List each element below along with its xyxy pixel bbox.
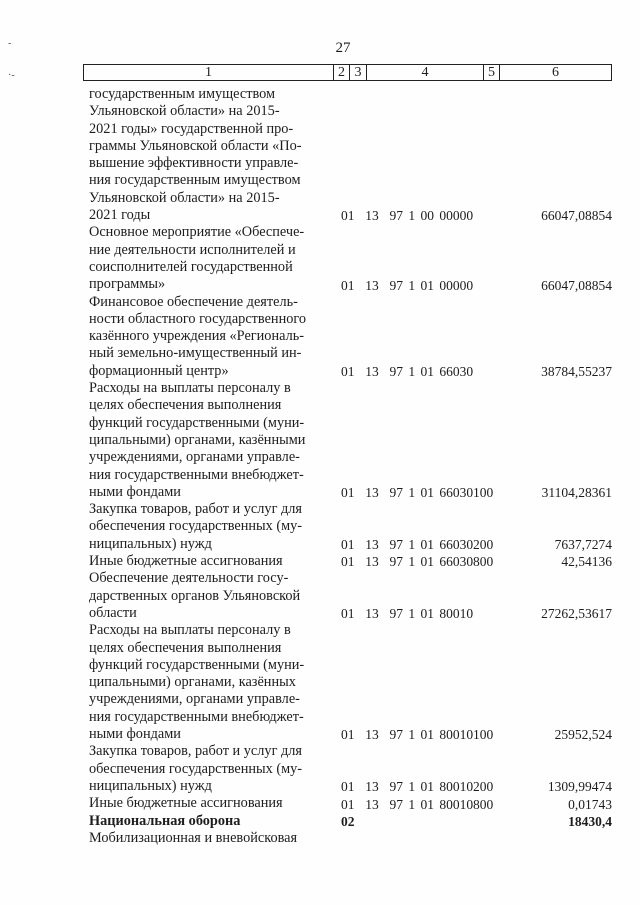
description-line: дарственных органов Ульяновской	[89, 587, 301, 604]
table-row	[0, 830, 640, 847]
description-line: Национальная оборона	[89, 812, 241, 829]
description-line: 2021 годы	[89, 207, 151, 224]
page-number: 27	[335, 40, 351, 56]
amount: 1309,99474	[547, 779, 612, 795]
row-description	[89, 553, 331, 570]
description-line: Закупка товаров, работ и услуг для	[89, 501, 302, 518]
row-description	[89, 622, 331, 743]
table-row	[0, 795, 640, 812]
row-description	[89, 570, 331, 622]
description-line: государственным имуществом	[89, 86, 276, 102]
classification-code: 01 13 97 1 01 80010	[341, 796, 474, 812]
description-line: функций государственными (муни-	[89, 414, 305, 431]
table-row	[0, 86, 640, 224]
table-row	[0, 570, 640, 622]
table-row	[0, 501, 640, 553]
column-header-row	[83, 64, 612, 81]
row-description	[89, 830, 331, 847]
amount: 66047,08854	[541, 208, 612, 224]
amount: 42,54136	[561, 554, 612, 570]
expense-type-code: 200	[473, 537, 494, 553]
description-line: соисполнителей государственной	[89, 258, 293, 275]
description-line: ными фондами	[89, 483, 181, 500]
amount: 7637,7274	[554, 537, 612, 553]
classification-code: 01 13 97 1 01 80010	[341, 779, 474, 795]
description-line: учреждениями, органами управле-	[89, 691, 300, 708]
column-header-5: 5	[483, 65, 499, 80]
description-line: ниципальных) нужд	[89, 777, 212, 794]
column-header-4: 4	[366, 65, 483, 80]
classification-code: 01 13 97 1 00 00000	[341, 208, 474, 224]
classification-code: 01 13 97 1 01 66030	[341, 537, 474, 553]
description-line: Основное мероприятие «Обеспече-	[89, 224, 305, 241]
description-line: целях обеспечения выполнения	[89, 639, 282, 656]
description-line: граммы Ульяновской области «По-	[89, 137, 302, 154]
expense-type-code: 100	[473, 727, 494, 743]
classification-code: 01 13 97 1 01 00000	[341, 277, 474, 293]
table-row	[0, 743, 640, 795]
amount: 18430,4	[568, 813, 612, 829]
row-description	[89, 294, 331, 380]
column-header-1: 1	[205, 65, 212, 80]
description-line: ципальными) органами, казённых	[89, 674, 296, 691]
description-line: Мобилизационная и вневойсковая	[89, 829, 298, 846]
description-line: учреждениями, органами управле-	[89, 449, 300, 466]
row-description	[89, 501, 331, 553]
description-line: Обеспечение деятельности госу-	[89, 570, 289, 587]
amount: 27262,53617	[541, 606, 612, 622]
expense-type-code: 200	[473, 779, 494, 795]
description-line: ния государственным имуществом	[89, 172, 301, 189]
row-description	[89, 380, 331, 501]
row-description	[89, 795, 331, 812]
classification-code: 01 13 97 1 01 66030	[341, 364, 474, 380]
amount: 38784,55237	[541, 364, 612, 380]
amount: 0,01743	[568, 796, 612, 812]
expense-type-code: 100	[473, 485, 494, 501]
column-header-2: 2	[333, 65, 349, 80]
table-row	[0, 294, 640, 381]
description-line: Ульяновской области» на 2015-	[89, 103, 280, 120]
description-line: Ульяновской области» на 2015-	[89, 189, 280, 206]
description-line: области	[89, 604, 137, 621]
description-line: Расходы на выплаты персоналу в	[89, 380, 291, 397]
description-line: обеспечения государственных (му-	[89, 518, 303, 535]
amount: 25952,524	[554, 727, 612, 743]
description-line: формационный центр»	[89, 362, 229, 379]
description-line: целях обеспечения выполнения	[89, 397, 282, 414]
description-line: Иные бюджетные ассигнования	[89, 553, 283, 570]
expense-type-code: 800	[473, 796, 494, 812]
description-line: ный земельно-имущественный ин-	[89, 345, 302, 362]
classification-code: 01 13 97 1 01 80010	[341, 606, 474, 622]
scan-mark: ·-	[8, 70, 15, 81]
description-line: ниципальных) нужд	[89, 535, 212, 552]
table-row	[0, 224, 640, 293]
description-line: казённого учреждения «Региональ-	[89, 328, 304, 345]
row-description	[89, 813, 331, 830]
description-line: ние деятельности исполнителей и	[89, 241, 296, 258]
table-row	[0, 813, 640, 830]
column-header-3: 3	[349, 65, 366, 80]
classification-code: 02	[341, 813, 355, 829]
description-line: Иные бюджетные ассигнования	[89, 795, 283, 812]
description-line: Закупка товаров, работ и услуг для	[89, 743, 302, 760]
amount: 31104,28361	[541, 485, 612, 501]
description-line: ности областного государственного	[89, 310, 307, 327]
budget-table	[0, 86, 640, 847]
description-line: ципальными) органами, казёнными	[89, 431, 306, 448]
scan-mark: -	[8, 38, 12, 49]
description-line: ния государственными внебюджет-	[89, 466, 304, 483]
description-line: вышение эффективности управле-	[89, 155, 299, 172]
row-description	[89, 743, 331, 795]
column-header-6: 6	[499, 65, 611, 80]
table-row	[0, 622, 640, 743]
row-description	[89, 224, 331, 293]
expense-type-code: 800	[473, 554, 494, 570]
table-row	[0, 380, 640, 501]
classification-code: 01 13 97 1 01 80010	[341, 727, 474, 743]
description-line: 2021 годы» государственной про-	[89, 120, 294, 137]
row-description	[89, 86, 331, 224]
description-line: ния государственными внебюджет-	[89, 708, 304, 725]
description-line: Расходы на выплаты персоналу в	[89, 622, 291, 639]
description-line: Финансовое обеспечение деятель-	[89, 293, 298, 310]
description-line: обеспечения государственных (му-	[89, 760, 303, 777]
classification-code: 01 13 97 1 01 66030	[341, 554, 474, 570]
table-row	[0, 553, 640, 570]
description-line: ными фондами	[89, 726, 181, 743]
classification-code: 01 13 97 1 01 66030	[341, 485, 474, 501]
amount: 66047,08854	[541, 277, 612, 293]
description-line: функций государственными (муни-	[89, 656, 305, 673]
description-line: программы»	[89, 276, 166, 293]
